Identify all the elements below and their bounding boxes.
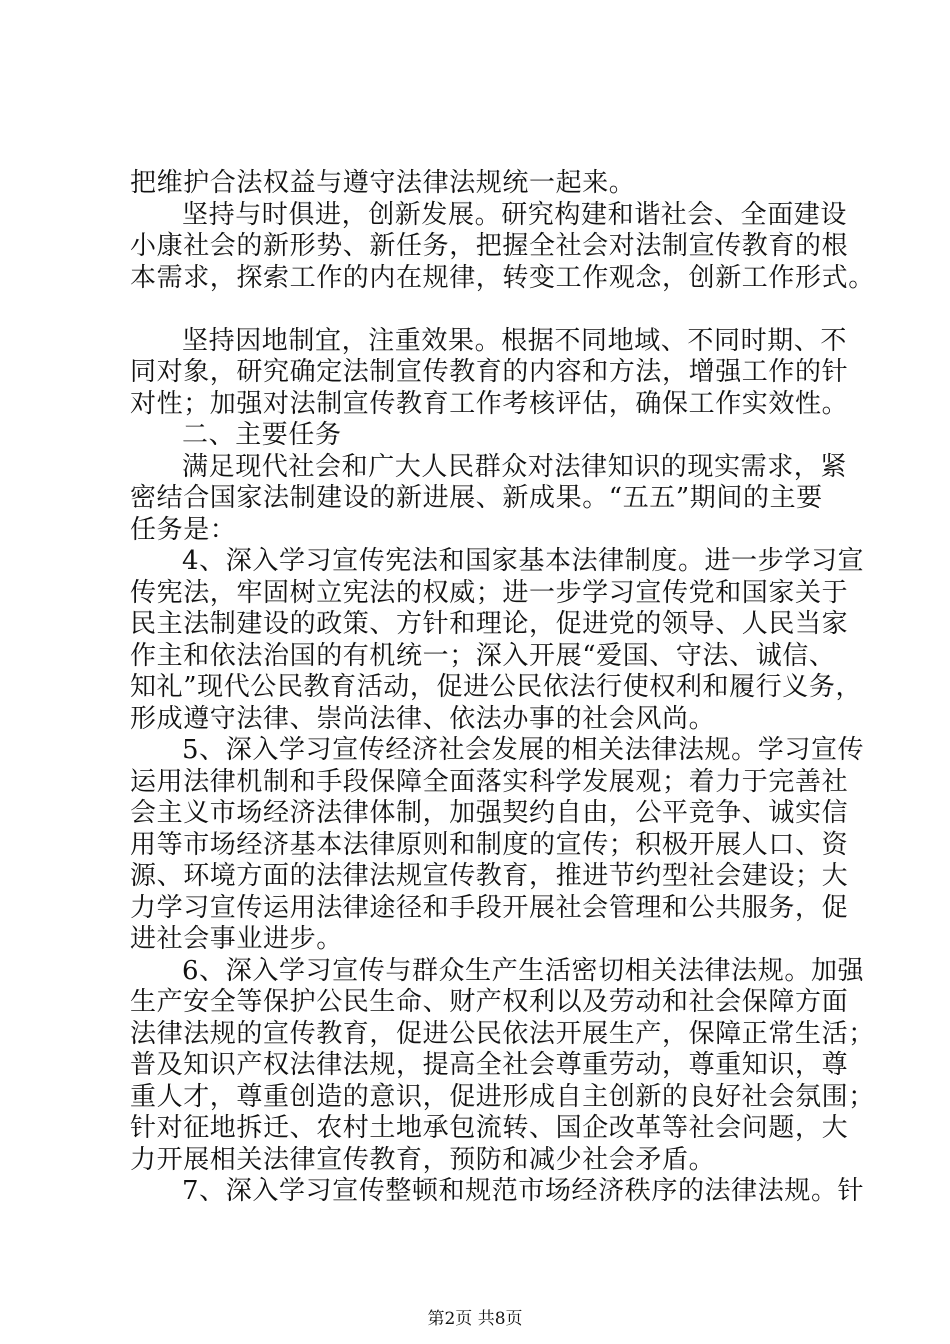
text-line: 小康社会的新形势、新任务，把握全社会对法制宣传教育的根 (130, 231, 849, 261)
text-line: 源、环境方面的法律法规宣传教育，推进节约型社会建设；大 (130, 861, 849, 891)
text-line: 法律法规的宣传教育，促进公民依法开展生产，保障正常生活； (130, 1018, 875, 1049)
text-line: 同对象，研究确定法制宣传教育的内容和方法，增强工作的针 (130, 357, 849, 387)
text-line: 5、深入学习宣传经济社会发展的相关法律法规。学习宣传 (182, 735, 865, 765)
text-line: 4、深入学习宣传宪法和国家基本法律制度。进一步学习宣 (182, 546, 865, 576)
text-line: 针对征地拆迁、农村土地承包流转、国企改革等社会问题，大 (130, 1113, 849, 1143)
text-line: 运用法律机制和手段保障全面落实科学发展观；着力于完善社 (130, 766, 849, 797)
text-line: 把维护合法权益与遵守法律法规统一起来。 (130, 168, 636, 198)
text-line: 民主法制建设的政策、方针和理论，促进党的领导、人民当家 (130, 609, 849, 639)
text-line: 知礼”现代公民教育活动，促进公民依法行使权利和履行义务， (130, 672, 863, 702)
text-line: 本需求，探索工作的内在规律，转变工作观念，创新工作形式。 (130, 262, 875, 293)
text-line: 二、主要任务 (182, 420, 342, 450)
text-line: 用等市场经济基本法律原则和制度的宣传；积极开展人口、资 (130, 829, 849, 860)
text-line: 坚持因地制宜，注重效果。根据不同地域、不同时期、不 (182, 325, 848, 356)
text-line: 密结合国家法制建设的新进展、新成果。“五五”期间的主要 (130, 483, 823, 513)
page-footer: 第2页 共8页 (427, 1309, 523, 1329)
text-line: 会主义市场经济法律体制，加强契约自由，公平竞争、诚实信 (130, 798, 849, 828)
text-line: 力开展相关法律宣传教育，预防和减少社会矛盾。 (130, 1144, 716, 1175)
text-line: 作主和依法治国的有机统一；深入开展“爱国、守法、诚信、 (130, 640, 836, 671)
blank-line (130, 294, 830, 326)
text-line: 7、深入学习宣传整顿和规范市场经济秩序的法律法规。针 (182, 1176, 865, 1206)
text-line: 力学习宣传运用法律途径和手段开展社会管理和公共服务，促 (130, 892, 849, 923)
text-line: 传宪法，牢固树立宪法的权威；进一步学习宣传党和国家关于 (130, 577, 849, 608)
text-line: 6、深入学习宣传与群众生产生活密切相关法律法规。加强 (182, 955, 865, 986)
text-line: 对性；加强对法制宣传教育工作考核评估，确保工作实效性。 (130, 388, 849, 419)
text-line: 形成遵守法律、崇尚法律、依法办事的社会风尚。 (130, 703, 716, 734)
text-line: 进社会事业进步。 (130, 924, 343, 954)
document-body (130, 168, 875, 1208)
text-line: 满足现代社会和广大人民群众对法律知识的现实需求，紧 (182, 451, 848, 482)
text-line: 生产安全等保护公民生命、财产权利以及劳动和社会保障方面 (130, 987, 849, 1017)
text-line: 坚持与时俱进，创新发展。研究构建和谐社会、全面建设 (182, 199, 848, 230)
text-line: 重人才，尊重创造的意识，促进形成自主创新的良好社会氛围； (130, 1081, 875, 1112)
text-line: 普及知识产权法律法规，提高全社会尊重劳动，尊重知识，尊 (130, 1050, 849, 1080)
text-line: 任务是： (130, 514, 237, 545)
